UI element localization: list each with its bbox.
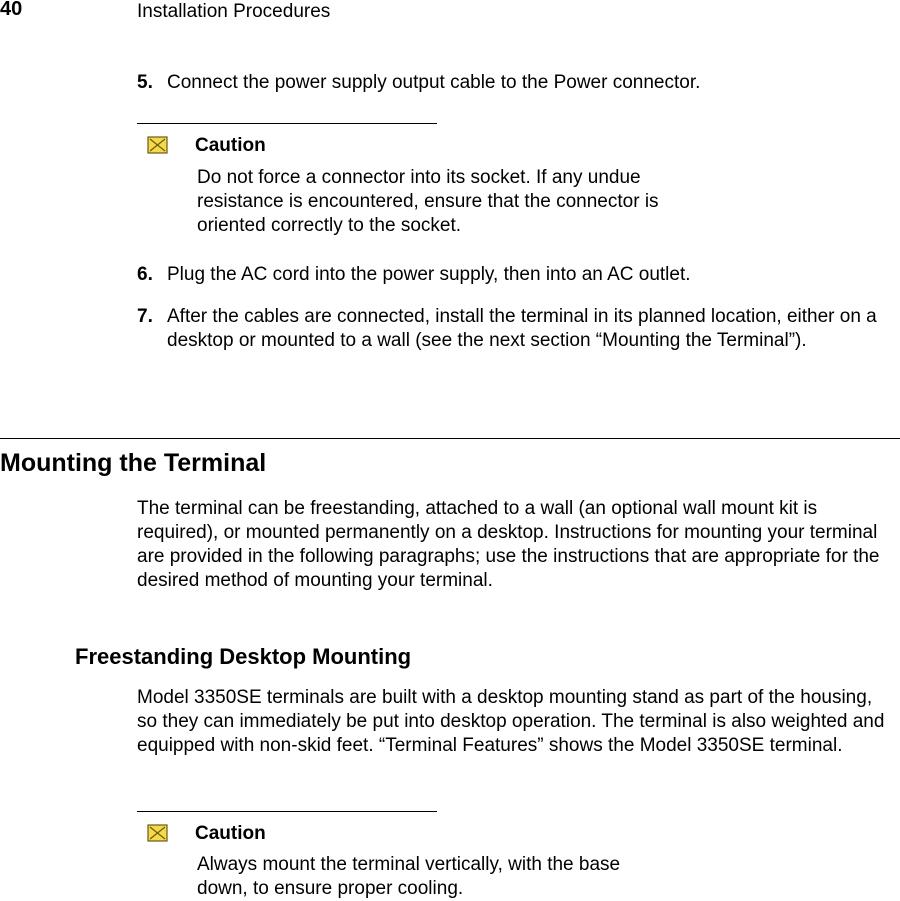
caution-icon — [147, 824, 168, 842]
caution-rule — [137, 811, 437, 812]
caution-line: Do not force a connector into its socket. If any undue — [197, 167, 641, 188]
subsection-paragraph: Model 3350SE terminals are built with a desktop mounting stand as part of the housing, so they can immediately be put into desktop operation. The terminal is also weighted and equipped with non-skid feet. “Terminal Features” shows the Model 3350SE terminal. — [137, 687, 885, 756]
caution-label: Caution — [195, 823, 266, 844]
list-item — [137, 263, 899, 287]
step-number: 7. — [137, 306, 153, 327]
caution-line: resistance is encountered, ensure that the connector is — [197, 191, 659, 212]
caution-label: Caution — [195, 135, 266, 156]
subsection-title: Freestanding Desktop Mounting — [75, 644, 412, 669]
section-rule — [0, 438, 900, 439]
step-text: After the cables are connected, install the terminal in its planned location, either on a desktop or mounted to a wall (see the next section “Mounting the Terminal”). — [167, 306, 877, 351]
section-title: Mounting the Terminal — [0, 449, 267, 477]
caution-text — [197, 853, 717, 901]
caution-line: Always mount the terminal vertically, with the base — [197, 854, 621, 875]
step-text: Connect the power supply output cable to the Power connector. — [167, 72, 701, 93]
caution-line: down, to ensure proper cooling. — [197, 878, 464, 899]
caution-icon — [147, 136, 168, 154]
caution-rule — [137, 123, 437, 124]
page-number: 40 — [0, 0, 23, 20]
step-number: 5. — [137, 72, 153, 93]
list-item — [137, 71, 899, 95]
caution-line: oriented correctly to the socket. — [197, 215, 462, 236]
caution-text — [197, 166, 717, 238]
section-paragraph: The terminal can be freestanding, attached to a wall (an optional wall mount kit is required), or mounted permanently on a desktop. Instructions for mounting your terminal are provided in the following paragraphs; use the instructions that are appropriate for the desired method of mounting your terminal. — [137, 498, 880, 591]
step-number: 6. — [137, 264, 153, 285]
step-text: Plug the AC cord into the power supply, then into an AC outlet. — [167, 264, 691, 285]
running-title: Installation Procedures — [137, 1, 331, 22]
list-item — [137, 305, 899, 353]
